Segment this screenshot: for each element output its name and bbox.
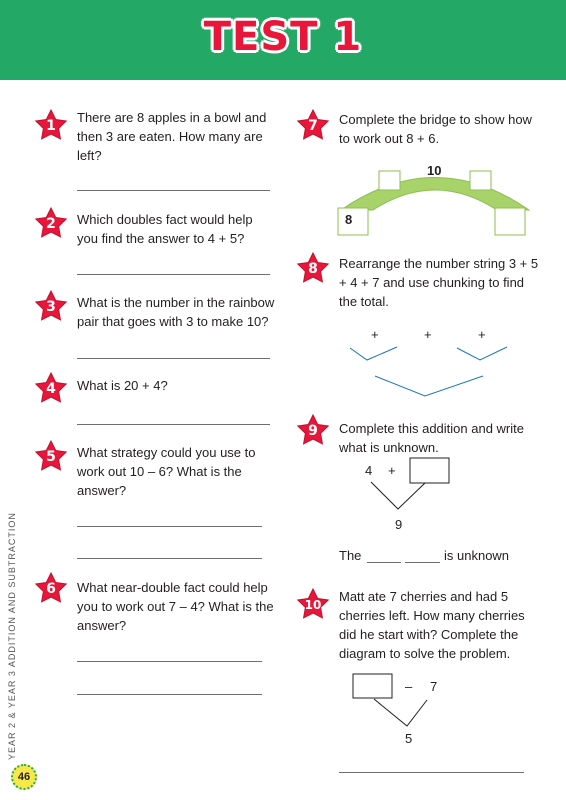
plus-sign: + <box>478 327 486 342</box>
question-number: 6 <box>46 581 56 597</box>
subtraction-diagram <box>350 671 430 731</box>
subtraction-right-number: 7 <box>430 679 438 694</box>
answer-line[interactable] <box>77 190 270 191</box>
page-number: 46 <box>11 764 37 790</box>
question-number-9-star-icon <box>296 414 330 448</box>
plus-sign: + <box>371 327 379 342</box>
question-3-text: What is the number in the rainbow pair that goes with 3 to make 10? <box>77 295 275 329</box>
addition-total: 9 <box>395 517 403 532</box>
answer-line[interactable] <box>77 358 270 359</box>
bridge-box-right-empty[interactable] <box>470 171 491 190</box>
question-number-1-star-icon <box>34 109 68 143</box>
question-number-2-star-icon <box>34 207 68 241</box>
unknown-sentence-prefix: The <box>339 548 362 563</box>
answer-line[interactable] <box>405 562 440 563</box>
question-9-text: Complete this addition and write what is unknown. <box>339 421 524 455</box>
plus-sign: + <box>388 463 396 478</box>
bridge-box-start <box>338 208 368 235</box>
question-1-text: There are 8 apples in a bowl and then 3 are eaten. How many are left? <box>77 110 267 163</box>
addition-answer-box[interactable] <box>410 458 449 483</box>
question-number-7-star-icon <box>296 109 330 143</box>
minus-sign: – <box>405 679 413 694</box>
question-number: 1 <box>46 118 56 134</box>
answer-line[interactable] <box>339 772 524 773</box>
question-number-8-star-icon <box>296 252 330 286</box>
answer-line[interactable] <box>77 694 262 695</box>
question-number: 5 <box>46 449 56 465</box>
question-number: 10 <box>304 598 322 612</box>
answer-line[interactable] <box>77 424 270 425</box>
question-number-3-star-icon <box>34 290 68 324</box>
addition-left-number: 4 <box>365 463 373 478</box>
plus-sign: + <box>424 327 432 342</box>
question-number-6-star-icon <box>34 572 68 606</box>
chunking-diagram <box>345 340 515 400</box>
subtraction-total: 5 <box>405 731 413 746</box>
question-5-text: What strategy could you use to work out 10 – 6? What is the answer? <box>77 445 256 498</box>
question-number: 4 <box>46 381 56 397</box>
question-10-text: Matt ate 7 cherries and had 5 cherries left. How many cherries did he start with? Complete the diagram to solve the problem. <box>339 589 525 661</box>
addition-diagram <box>355 455 455 515</box>
answer-line[interactable] <box>77 661 262 662</box>
bridge-left-value: 8 <box>345 212 353 227</box>
question-2-text: Which doubles fact would help you find the answer to 4 + 5? <box>77 212 253 246</box>
page-title: TEST 1 <box>203 14 363 60</box>
answer-line[interactable] <box>77 558 262 559</box>
side-section-label: YEAR 2 & YEAR 3 ADDITION AND SUBTRACTION <box>7 512 17 760</box>
question-8-text: Rearrange the number string 3 + 5 + 4 + 7 and use chunking to find the total. <box>339 256 539 309</box>
question-number: 3 <box>46 299 56 315</box>
question-number-10-star-icon <box>296 588 330 622</box>
question-number: 7 <box>308 118 318 134</box>
bridge-box-left-empty[interactable] <box>379 171 400 190</box>
question-number: 8 <box>308 261 318 277</box>
unknown-sentence-suffix: is unknown <box>444 548 510 563</box>
question-number-4-star-icon <box>34 372 68 406</box>
answer-line[interactable] <box>367 562 401 563</box>
question-number: 9 <box>308 423 318 439</box>
question-7-text: Complete the bridge to show how to work out 8 + 6. <box>339 112 532 146</box>
question-number: 2 <box>46 216 56 232</box>
question-6-text: What near-double fact could help you to work out 7 – 4? What is the answer? <box>77 580 274 633</box>
answer-line[interactable] <box>77 274 270 275</box>
bridge-box-end-empty[interactable] <box>495 208 525 235</box>
question-number-5-star-icon <box>34 440 68 474</box>
question-4-text: What is 20 + 4? <box>77 378 168 393</box>
subtraction-answer-box[interactable] <box>353 674 392 698</box>
bridge-top-value: 10 <box>427 163 442 178</box>
answer-line[interactable] <box>77 526 262 527</box>
